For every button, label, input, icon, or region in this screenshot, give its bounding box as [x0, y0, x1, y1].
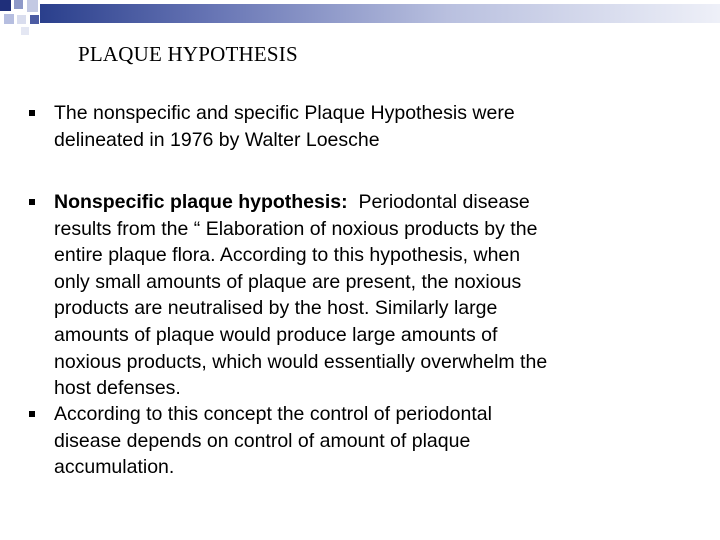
text-line: delineated in 1976 by Walter Loesche — [54, 128, 380, 151]
decor-square — [21, 27, 29, 35]
square-bullet-icon — [29, 110, 35, 116]
text-line: only small amounts of plaque are present, the noxious — [54, 270, 522, 293]
text-line: host defenses. — [54, 377, 181, 400]
square-bullet-icon — [29, 411, 35, 417]
square-bullet-icon — [29, 199, 35, 205]
decor-square — [27, 0, 38, 12]
decor-square — [17, 15, 26, 24]
text-line: disease depends on control of amount of plaque — [54, 429, 471, 452]
text-line — [54, 189, 547, 216]
bullet-1-text — [54, 100, 515, 153]
text-line: entire plaque flora. According to this hypothesis, when — [54, 244, 521, 267]
text-line: The nonspecific and specific Plaque Hypothesis were — [54, 102, 515, 124]
decor-square — [4, 14, 14, 24]
bullet-lead: Nonspecific plaque hypothesis: — [54, 191, 348, 213]
text-line: amounts of plaque would produce large amounts of — [54, 323, 498, 346]
header-decoration — [0, 0, 720, 36]
bullet-2-text — [54, 189, 547, 402]
bullet-3-text — [54, 401, 492, 481]
decor-square — [0, 0, 11, 11]
slide-title: PLAQUE HYPOTHESIS — [78, 42, 298, 66]
text-line-rest: Periodontal disease — [347, 191, 530, 213]
decor-square — [30, 15, 39, 24]
text-line: According to this concept the control of periodontal — [54, 403, 492, 425]
header-gradient-band — [40, 4, 720, 23]
text-line: results from the “ Elaboration of noxious products by the — [54, 217, 538, 240]
text-line: noxious products, which would essentially overwhelm the — [54, 350, 548, 373]
text-line: accumulation. — [54, 456, 175, 479]
text-line: products are neutralised by the host. Similarly large — [54, 297, 498, 320]
decor-square — [14, 0, 23, 9]
